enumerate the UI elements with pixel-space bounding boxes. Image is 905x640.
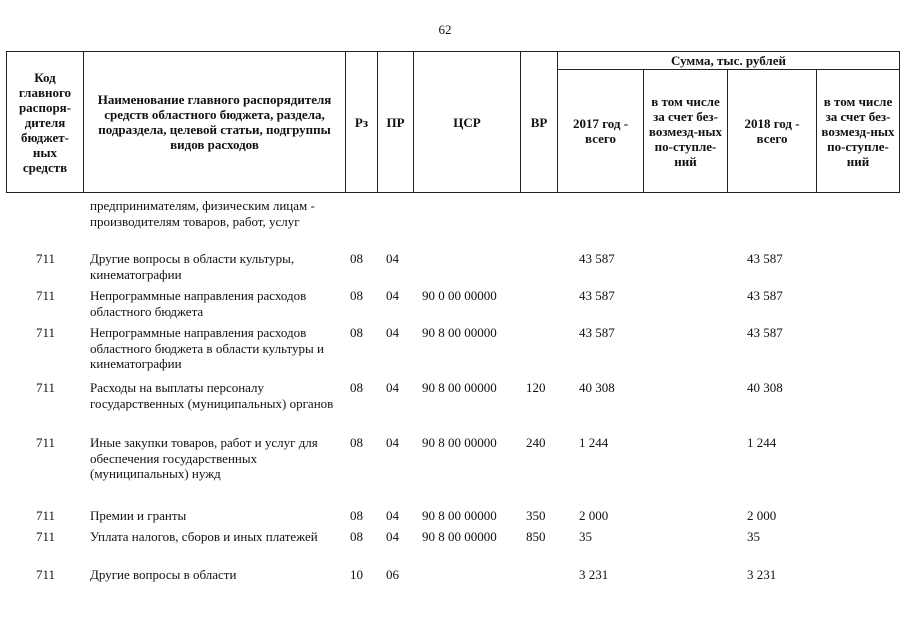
row-code: 711 — [36, 435, 56, 450]
row-sum-2017: 2 000 — [579, 508, 609, 523]
row-pr: 04 — [386, 508, 399, 523]
header-2018-free: в том числе за счет без-возмезд-ных по-ступле-ний — [817, 70, 900, 193]
row-sum-2018: 35 — [747, 529, 760, 544]
row-pr: 04 — [386, 435, 399, 450]
row-sum-2017: 40 308 — [579, 380, 615, 395]
row-pr: 04 — [386, 380, 399, 395]
row-sum-2017: 3 231 — [579, 567, 609, 582]
header-2017-total: 2017 год - всего — [558, 70, 644, 193]
row-code: 711 — [36, 567, 56, 582]
row-sum-2018: 1 244 — [747, 435, 777, 450]
row-sum-2018: 43 587 — [747, 251, 783, 266]
row-csr: 90 8 00 00000 — [422, 508, 497, 523]
row-rz: 08 — [350, 325, 363, 340]
row-vr: 240 — [526, 435, 546, 450]
row-csr: 90 8 00 00000 — [422, 529, 497, 544]
row-sum-2017: 1 244 — [579, 435, 609, 450]
row-name: Премии и гранты — [90, 508, 187, 523]
row-pr: 04 — [386, 325, 399, 340]
row-code: 711 — [36, 508, 56, 523]
row-rz: 08 — [350, 508, 363, 523]
row-rz: 08 — [350, 529, 363, 544]
header-2017-free: в том числе за счет без-возмезд-ных по-ступле-ний — [644, 70, 728, 193]
row-sum-2018: 43 587 — [747, 288, 783, 303]
row-code: 711 — [36, 380, 56, 395]
row-code: 711 — [36, 325, 56, 340]
row-rz: 08 — [350, 288, 363, 303]
row-code: 711 — [36, 251, 56, 266]
row-pr: 06 — [386, 567, 399, 582]
row-csr: 90 0 00 00000 — [422, 288, 497, 303]
row-rz: 08 — [350, 435, 363, 450]
row-name: Иные закупки товаров, работ и услуг для обеспечения государственных (муниципальных) нужд — [90, 435, 318, 481]
row-sum-2018: 40 308 — [747, 380, 783, 395]
row-sum-2018: 2 000 — [747, 508, 777, 523]
row-pr: 04 — [386, 251, 399, 266]
row-csr: 90 8 00 00000 — [422, 325, 497, 340]
row-name: Непрограммные направления расходов областного бюджета в области культуры и кинематографии — [90, 325, 324, 371]
row-code: 711 — [36, 529, 56, 544]
header-sum: Сумма, тыс. рублей — [558, 52, 900, 70]
row-name: Другие вопросы в области культуры, кинематографии — [90, 251, 295, 282]
row-name: Уплата налогов, сборов и иных платежей — [90, 529, 318, 544]
row-csr: 90 8 00 00000 — [422, 435, 497, 450]
row-name: предпринимателям, физическим лицам - производителям товаров, работ, услуг — [90, 198, 315, 229]
row-code: 711 — [36, 288, 56, 303]
row-name: Другие вопросы в области — [90, 567, 237, 582]
header-csr: ЦСР — [414, 52, 521, 193]
header-rz: Рз — [346, 52, 378, 193]
row-sum-2017: 43 587 — [579, 288, 615, 303]
header-name: Наименование главного распорядителя средств областного бюджета, раздела, подраздела, целевой статьи, подгруппы видов расходов — [84, 52, 346, 193]
row-rz: 08 — [350, 251, 363, 266]
header-vr: ВР — [521, 52, 558, 193]
row-pr: 04 — [386, 288, 399, 303]
row-sum-2017: 43 587 — [579, 325, 615, 340]
row-sum-2017: 35 — [579, 529, 592, 544]
row-rz: 08 — [350, 380, 363, 395]
row-sum-2018: 3 231 — [747, 567, 777, 582]
row-name: Непрограммные направления расходов областного бюджета — [90, 288, 307, 319]
row-sum-2017: 43 587 — [579, 251, 615, 266]
row-vr: 120 — [526, 380, 546, 395]
page-number: 62 — [438, 22, 452, 37]
row-name: Расходы на выплаты персоналу государственных (муниципальных) органов — [90, 380, 334, 411]
row-csr: 90 8 00 00000 — [422, 380, 497, 395]
table-header — [6, 51, 900, 193]
row-sum-2018: 43 587 — [747, 325, 783, 340]
header-2018-total: 2018 год - всего — [728, 70, 817, 193]
row-pr: 04 — [386, 529, 399, 544]
row-vr: 850 — [526, 529, 546, 544]
row-rz: 10 — [350, 567, 363, 582]
header-pr: ПР — [378, 52, 414, 193]
header-code: Код главного распоря-дителя бюджет-ных средств — [7, 52, 84, 193]
row-vr: 350 — [526, 508, 546, 523]
